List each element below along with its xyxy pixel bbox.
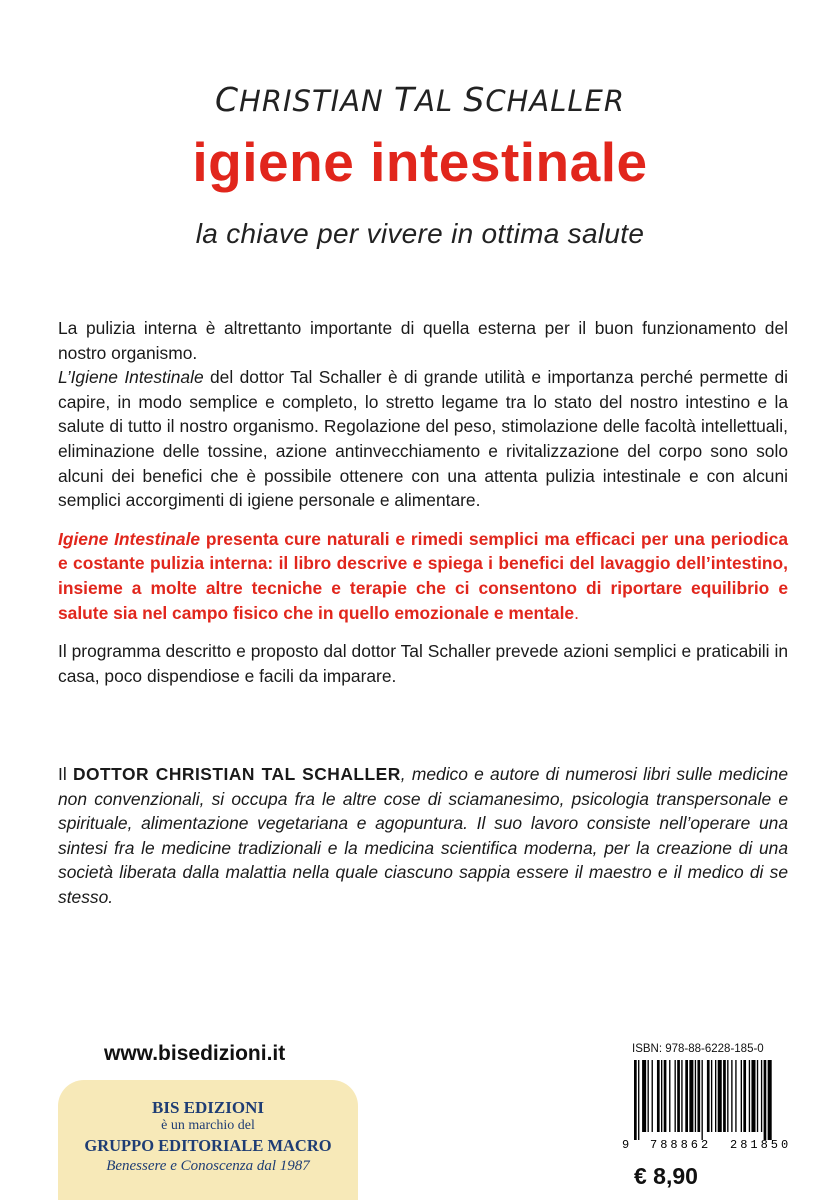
barcode-bar [768, 1060, 772, 1140]
publisher-tagline: Benessere e Conoscenza dal 1987 [106, 1158, 310, 1174]
barcode-bar [743, 1060, 746, 1132]
barcode-bar [642, 1060, 646, 1132]
barcode-bar [749, 1060, 750, 1132]
book-title: igiene intestinale [192, 131, 648, 193]
author-last-rest: CHALLER [485, 84, 625, 118]
barcode-bar [697, 1060, 700, 1132]
book-subtitle: la chiave per vivere in ottima salute [195, 218, 645, 249]
barcode-digits-left: 788862 [650, 1138, 712, 1150]
barcode-bar [677, 1060, 680, 1132]
barcode-bar [695, 1060, 696, 1132]
barcode-bar [761, 1060, 762, 1132]
barcode-bar [741, 1060, 742, 1132]
author-first-rest: HRISTIAN [239, 84, 384, 118]
barcode-bar [648, 1060, 649, 1132]
barcode-digits-right: 281850 [730, 1138, 792, 1150]
barcode-bar [664, 1060, 667, 1132]
barcode-bar [718, 1060, 722, 1132]
barcode-bar [685, 1060, 688, 1132]
publisher-brand-of: è un marchio del [161, 1118, 255, 1133]
barcode-bar [669, 1060, 670, 1132]
barcode-bar [657, 1060, 660, 1132]
barcode-bar [681, 1060, 682, 1132]
blurb-paragraph-3-title: Igiene Intestinale [58, 528, 201, 549]
blurb-paragraph-4: Il programma descritto e proposto dal dottor Tal Schaller prevede azioni semplici e praticabili in casa, poco dispendiose e facili da imparare. [58, 641, 788, 686]
barcode-bar [638, 1060, 639, 1140]
barcode-bar [689, 1060, 693, 1132]
author-bio-name: DOTTOR CHRISTIAN TAL SCHALLER [72, 764, 401, 784]
barcode-icon [620, 1060, 818, 1150]
blurb-paragraph-3-text: presenta cure naturali e rimedi semplici ma efficaci per una periodica e costante pulizia interna: il libro descrive e spiega i benefici del lavaggio dell’intestino, insieme a molte altre tecniche e terapie che ci consentono di riportare equilibrio e salute sia nel campo fisico che in quello emozionale e mentale [58, 528, 788, 623]
blurb-paragraph-2 [58, 365, 788, 513]
isbn-label: ISBN: 978-88-6228-185-0 [632, 1043, 764, 1055]
blurb-paragraph-2-title: L’Igiene Intestinale [58, 367, 204, 388]
barcode-bar [652, 1060, 653, 1132]
author-bio [58, 762, 788, 910]
publisher-group: GRUPPO EDITORIALE MACRO [84, 1136, 332, 1155]
barcode-bar [751, 1060, 755, 1132]
author-bio-text: , medico e autore di numerosi libri sulle medicine non convenzionali, si occupa fra le altre cose di sciamanesimo, psicologia transpersonale e spirituale, alimentazione vegetariana e agopuntura. Il suo lavoro consiste nell’operare una sintesi fra le medicine tradizionali e la medicina scientifica moderna, per la creazione di una società liberata dalla malattia nella quale ciascuno sappia essere il maestro e il medico di se stesso. [58, 764, 788, 907]
barcode-bar [727, 1060, 728, 1132]
barcode-bar [757, 1060, 758, 1132]
barcode-digit-first: 9 [622, 1138, 630, 1150]
blurb-paragraph-1: La pulizia interna è altrettanto importante di quella esterna per il buon funzionamento del nostro organismo. [58, 318, 788, 363]
publisher-imprint: BIS EDIZIONI [152, 1098, 264, 1117]
author-last-initial: S [463, 80, 486, 119]
author-first-initial: C [214, 80, 240, 119]
barcode-bar [661, 1060, 662, 1132]
barcode-bar [634, 1060, 637, 1140]
barcode-bar [715, 1060, 716, 1132]
barcode-bar [711, 1060, 712, 1132]
author-bio-prefix: Il [58, 764, 73, 784]
blurb-paragraph-2-text: del dottor Tal Schaller è di grande utilità e importanza perché permette di capire, in modo semplice e completo, lo stretto legame tra lo stato del nostro intestino e la salute di tutto il nostro organismo. Regolazione del peso, stimolazione delle facoltà intellettuali, eliminazione delle tossine, azione antinvecchiamento e rivitalizzazione del corpo sono solo alcuni dei benefici che è possibile ottenere con una attenta pulizia intestinale e con alcuni semplici accorgimenti di igiene personale e alimentare. [58, 367, 788, 511]
barcode-bar [723, 1060, 726, 1132]
publisher-website-link[interactable]: www.bisedizioni.it [104, 1042, 286, 1065]
price: € 8,90 [634, 1163, 698, 1189]
barcode-bar [675, 1060, 676, 1132]
barcode-bar [764, 1060, 767, 1140]
barcode-bar [735, 1060, 736, 1132]
blurb-paragraph-3-end: . [574, 602, 579, 623]
barcode-bar [707, 1060, 710, 1132]
author-mid-initial: T [393, 80, 416, 119]
barcode-bar [731, 1060, 732, 1132]
blurb [58, 316, 788, 702]
author-name [0, 80, 840, 119]
publisher-badge [58, 1080, 358, 1200]
blurb-paragraph-3 [58, 527, 788, 625]
barcode-bar [702, 1060, 703, 1140]
author-mid-rest: AL [415, 84, 454, 118]
